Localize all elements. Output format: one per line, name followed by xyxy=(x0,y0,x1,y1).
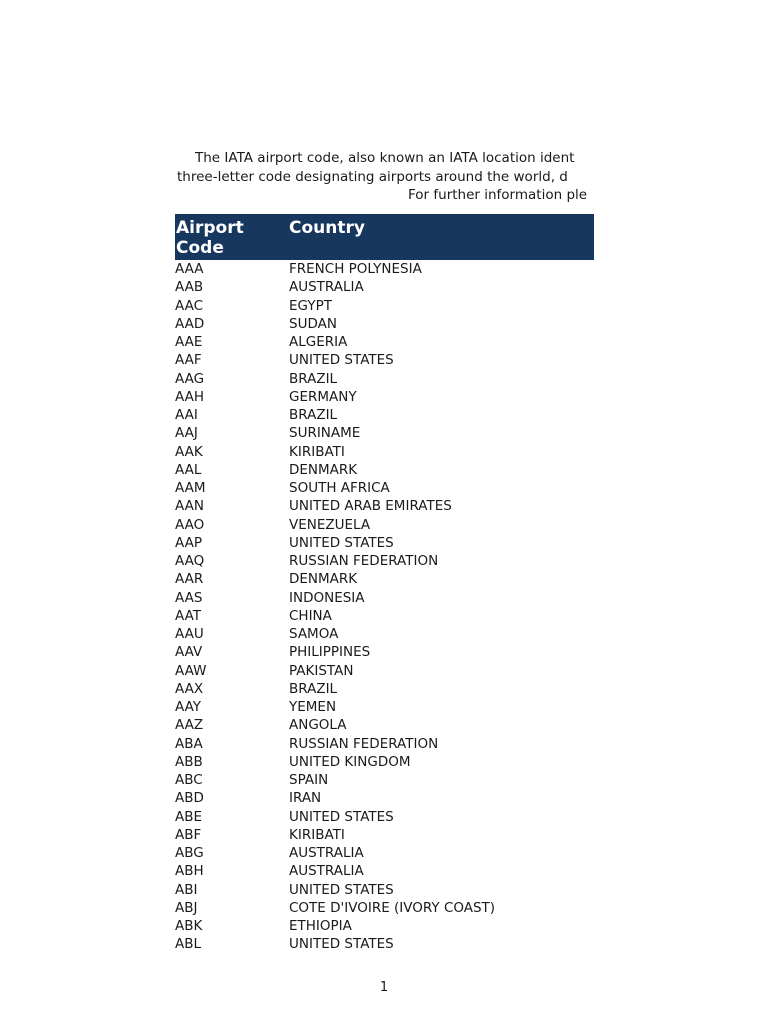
airport-code-cell: AAK xyxy=(175,443,203,460)
airport-code-cell: AAY xyxy=(175,699,202,715)
table-row xyxy=(175,479,594,497)
airport-code-cell: AAC xyxy=(175,297,204,314)
table-row xyxy=(175,516,594,534)
airport-code-cell: AAS xyxy=(175,589,203,606)
country-cell: UNITED STATES xyxy=(289,881,394,898)
airport-code-cell: ABD xyxy=(175,790,204,807)
table-row xyxy=(175,625,594,643)
table-row xyxy=(175,260,594,278)
airport-code-cell: AAW xyxy=(175,662,207,679)
country-cell: SAMOA xyxy=(289,626,339,642)
airport-code-cell: AAJ xyxy=(175,425,198,442)
airport-code-cell: AAA xyxy=(175,261,204,277)
table-row xyxy=(175,680,594,698)
airport-code-cell: ABK xyxy=(175,918,203,934)
airport-code-cell: AAN xyxy=(175,498,204,515)
country-cell: AUSTRALIA xyxy=(289,279,364,296)
table-row xyxy=(175,315,594,333)
intro-line-1: The IATA airport code, also known an IATA location ident xyxy=(195,150,575,166)
airport-code-cell: AAD xyxy=(175,315,205,332)
airport-code-cell: AAR xyxy=(175,571,204,588)
country-cell: CHINA xyxy=(289,607,332,624)
airport-code-cell: ABI xyxy=(175,881,198,898)
airport-code-cell: AAG xyxy=(175,370,205,387)
table-row xyxy=(175,552,594,570)
airport-code-cell: ABL xyxy=(175,936,202,953)
country-cell: UNITED ARAB EMIRATES xyxy=(289,498,452,515)
airport-code-cell: AAU xyxy=(175,626,204,642)
country-cell: BRAZIL xyxy=(289,680,338,697)
table-row xyxy=(175,461,594,479)
table-row xyxy=(175,808,594,826)
table-row xyxy=(175,771,594,789)
country-cell: RUSSIAN FEDERATION xyxy=(289,735,439,752)
country-cell: AUSTRALIA xyxy=(289,845,364,861)
country-cell: IRAN xyxy=(289,790,322,807)
airport-code-cell: ABB xyxy=(175,753,203,770)
table-row xyxy=(175,698,594,716)
table-row xyxy=(175,589,594,607)
airport-code-cell: AAX xyxy=(175,680,204,697)
table-row xyxy=(175,662,594,680)
table-row xyxy=(175,370,594,388)
intro-paragraph xyxy=(175,149,594,205)
airport-code-cell: ABA xyxy=(175,735,203,752)
country-cell: BRAZIL xyxy=(289,407,338,423)
airport-code-cell: AAI xyxy=(175,407,198,423)
table-body xyxy=(175,260,594,954)
country-cell: INDONESIA xyxy=(289,589,365,606)
table-row xyxy=(175,643,594,661)
page-number: 1 xyxy=(379,980,389,995)
table-row xyxy=(175,753,594,771)
country-cell: VENEZUELA xyxy=(289,516,371,533)
country-cell: ETHIOPIA xyxy=(289,918,352,934)
airport-code-cell: ABJ xyxy=(175,899,198,916)
country-cell: YEMEN xyxy=(289,699,337,715)
airport-code-cell: AAZ xyxy=(175,717,204,734)
country-cell: COTE D'IVOIRE (IVORY COAST) xyxy=(289,899,496,916)
table-row xyxy=(175,862,594,880)
table-row xyxy=(175,607,594,625)
table-row xyxy=(175,716,594,734)
country-cell: FRENCH POLYNESIA xyxy=(289,261,422,277)
country-cell: SPAIN xyxy=(289,772,329,788)
table-row xyxy=(175,333,594,351)
country-cell: ANGOLA xyxy=(289,717,347,734)
intro-line-2: three-letter code designating airports around the world, d xyxy=(177,168,568,185)
airport-code-cell: ABF xyxy=(175,826,202,843)
airport-code-cell: AAB xyxy=(175,279,204,296)
country-cell: DENMARK xyxy=(289,461,358,478)
country-cell: PAKISTAN xyxy=(289,662,354,679)
airport-code-cell: ABH xyxy=(175,863,204,880)
country-cell: UNITED KINGDOM xyxy=(289,753,411,770)
table-row xyxy=(175,935,594,953)
table-row xyxy=(175,844,594,862)
table-row xyxy=(175,789,594,807)
airport-code-cell: ABC xyxy=(175,772,203,788)
country-cell: ALGERIA xyxy=(289,334,348,350)
table-row xyxy=(175,735,594,753)
table-row xyxy=(175,826,594,844)
country-cell: PHILIPPINES xyxy=(289,644,371,661)
country-cell: UNITED STATES xyxy=(289,352,394,369)
table-header xyxy=(175,214,594,260)
airport-code-cell: AAQ xyxy=(175,553,205,569)
airport-code-cell: ABE xyxy=(175,808,203,825)
table-row xyxy=(175,570,594,588)
airport-code-cell: AAE xyxy=(175,334,203,350)
airport-code-cell: AAL xyxy=(175,461,202,478)
airport-code-cell: AAM xyxy=(175,480,206,496)
airport-code-cell: AAF xyxy=(175,352,202,369)
header-country: Country xyxy=(289,218,365,238)
table-row xyxy=(175,406,594,424)
country-cell: DENMARK xyxy=(289,571,358,588)
table-row xyxy=(175,899,594,917)
airport-code-cell: ABG xyxy=(175,845,204,861)
country-cell: UNITED STATES xyxy=(289,534,394,551)
airport-code-cell: AAO xyxy=(175,516,205,533)
country-cell: SURINAME xyxy=(289,425,361,442)
country-cell: UNITED STATES xyxy=(289,936,394,953)
country-cell: EGYPT xyxy=(289,297,332,314)
header-airport-code: Airport Code xyxy=(176,218,244,258)
country-cell: KIRIBATI xyxy=(289,826,345,843)
table-row xyxy=(175,443,594,461)
airport-code-cell: AAV xyxy=(175,644,203,661)
country-cell: SOUTH AFRICA xyxy=(289,480,390,496)
country-cell: UNITED STATES xyxy=(289,808,394,825)
country-cell: KIRIBATI xyxy=(289,443,345,460)
airport-code-cell: AAH xyxy=(175,388,204,405)
country-cell: BRAZIL xyxy=(289,370,338,387)
intro-line-3: For further information ple xyxy=(408,187,588,203)
table-row xyxy=(175,534,594,552)
table-row xyxy=(175,497,594,515)
table-row xyxy=(175,424,594,442)
airport-code-cell: AAP xyxy=(175,534,202,551)
table-row xyxy=(175,881,594,899)
airport-code-cell: AAT xyxy=(175,607,202,624)
table-row xyxy=(175,278,594,296)
country-cell: AUSTRALIA xyxy=(289,863,364,880)
table-row xyxy=(175,351,594,369)
country-cell: RUSSIAN FEDERATION xyxy=(289,553,439,569)
table-row xyxy=(175,297,594,315)
table-row xyxy=(175,388,594,406)
table-row xyxy=(175,917,594,935)
country-cell: SUDAN xyxy=(289,315,337,332)
country-cell: GERMANY xyxy=(289,388,357,405)
airport-code-table xyxy=(175,214,594,954)
